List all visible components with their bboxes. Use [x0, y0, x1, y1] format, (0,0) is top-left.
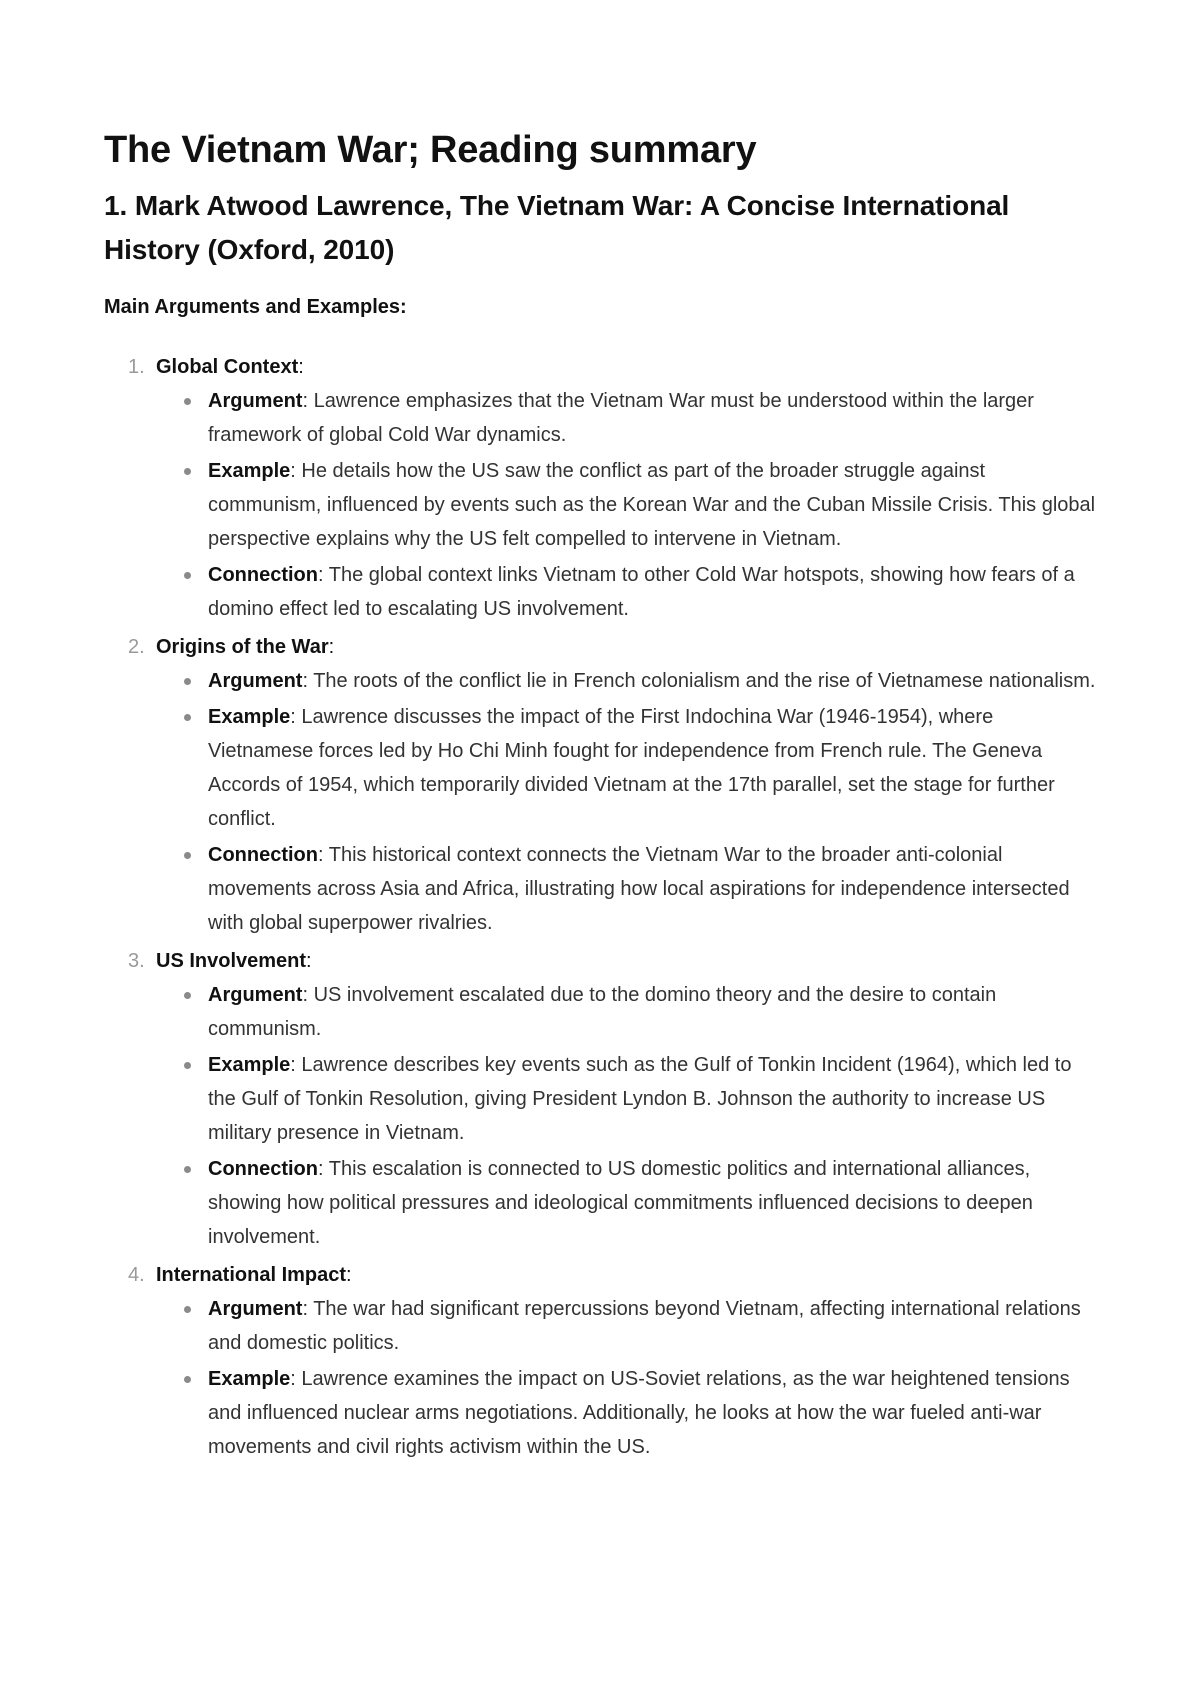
point-label: Connection [208, 1158, 318, 1180]
point-list [156, 384, 1100, 626]
topic-suffix: : [328, 636, 335, 658]
point-text: : Lawrence describes key events such as the Gulf of Tonkin Incident (1964), which led to the Gulf of Tonkin Resolution, giving President Lyndon B. Johnson the authority to increase US military presence in Vietnam. [208, 1054, 1072, 1144]
point-label: Argument [208, 670, 303, 692]
point-text: : US involvement escalated due to the domino theory and the desire to contain communism. [208, 984, 997, 1040]
point-text: : He details how the US saw the conflict as part of the broader struggle against communism, influenced by events such as the Korean War and the Cuban Missile Crisis. This global perspective explains why the US felt compelled to intervene in Vietnam. [208, 460, 1096, 550]
point-item [156, 978, 1100, 1046]
point-label: Argument [208, 1298, 303, 1320]
point-list [156, 664, 1100, 940]
topic-number: 4. [128, 1264, 145, 1286]
point-label: Connection [208, 564, 318, 586]
bullet-icon [184, 468, 191, 475]
point-label: Connection [208, 844, 318, 866]
bullet-icon [184, 1166, 191, 1173]
point-item [156, 700, 1100, 836]
point-item [156, 1048, 1100, 1150]
topic-number: 2. [128, 636, 145, 658]
bullet-icon [184, 678, 191, 685]
point-label: Example [208, 1368, 291, 1390]
bullet-icon [184, 992, 191, 999]
point-text: : The global context links Vietnam to other Cold War hotspots, showing how fears of a domino effect led to escalating US involvement. [208, 564, 1075, 620]
topic-item [104, 944, 1100, 1254]
point-list [156, 1292, 1100, 1464]
topic-item [104, 630, 1100, 940]
bullet-icon [184, 1062, 191, 1069]
topic-line [156, 944, 1100, 978]
section-heading: 1. Mark Atwood Lawrence, The Vietnam War: A Concise International History (Oxford, 2010) [104, 190, 1010, 265]
point-item [156, 1292, 1100, 1360]
bullet-icon [184, 572, 191, 579]
point-text: : Lawrence emphasizes that the Vietnam War must be understood within the larger framework of global Cold War dynamics. [208, 390, 1034, 446]
topic-line [156, 630, 1100, 664]
point-text: : This historical context connects the Vietnam War to the broader anti-colonial movements across Asia and Africa, illustrating how local aspirations for independence intersected with global superpower rivalries. [208, 844, 1070, 934]
point-text: : The roots of the conflict lie in French colonialism and the rise of Vietnamese nationalism. [302, 670, 1096, 692]
topic-suffix: : [346, 1264, 352, 1286]
point-label: Example [208, 706, 291, 728]
point-item [156, 664, 1100, 698]
point-item [156, 1362, 1100, 1464]
point-label: Example [208, 1054, 291, 1076]
subheading: Main Arguments and Examples: [104, 296, 407, 318]
topic-title: US Involvement [156, 950, 307, 972]
point-item [156, 558, 1100, 626]
topic-number: 1. [128, 356, 145, 378]
point-text: : This escalation is connected to US domestic politics and international alliances, showing how political pressures and ideological commitments influenced decisions to deepen involvement. [208, 1158, 1033, 1248]
topic-title: Origins of the War [156, 636, 329, 658]
point-item [156, 1152, 1100, 1254]
bullet-icon [184, 714, 191, 721]
topic-line [156, 1258, 1100, 1292]
topic-title: International Impact [156, 1264, 347, 1286]
topic-title: Global Context [156, 356, 299, 378]
topic-number: 3. [128, 950, 145, 972]
topic-suffix: : [298, 356, 304, 378]
topic-suffix: : [306, 950, 312, 972]
bullet-icon [184, 852, 191, 859]
topic-item [104, 350, 1100, 626]
point-label: Argument [208, 390, 303, 412]
point-item [156, 384, 1100, 452]
point-text: : Lawrence discusses the impact of the First Indochina War (1946-1954), where Vietnamese forces led by Ho Chi Minh fought for independence from French rule. The Geneva Accords of 1954, which temporarily divided Vietnam at the 17th parallel, set the stage for further conflict. [208, 706, 1055, 830]
bullet-icon [184, 398, 191, 405]
topic-item [104, 1258, 1100, 1464]
topic-line [156, 350, 1100, 384]
document-title: The Vietnam War; Reading summary [104, 129, 757, 171]
point-text: : The war had significant repercussions beyond Vietnam, affecting international relations and domestic politics. [208, 1298, 1081, 1354]
point-label: Argument [208, 984, 303, 1006]
topic-list [104, 350, 1100, 1464]
point-list [156, 978, 1100, 1254]
point-label: Example [208, 460, 291, 482]
point-item [156, 838, 1100, 940]
point-item [156, 454, 1100, 556]
bullet-icon [184, 1376, 191, 1383]
point-text: : Lawrence examines the impact on US-Soviet relations, as the war heightened tensions and influenced nuclear arms negotiations. Additionally, he looks at how the war fueled anti-war movements and civil rights activism within the US. [208, 1368, 1070, 1458]
bullet-icon [184, 1306, 191, 1313]
